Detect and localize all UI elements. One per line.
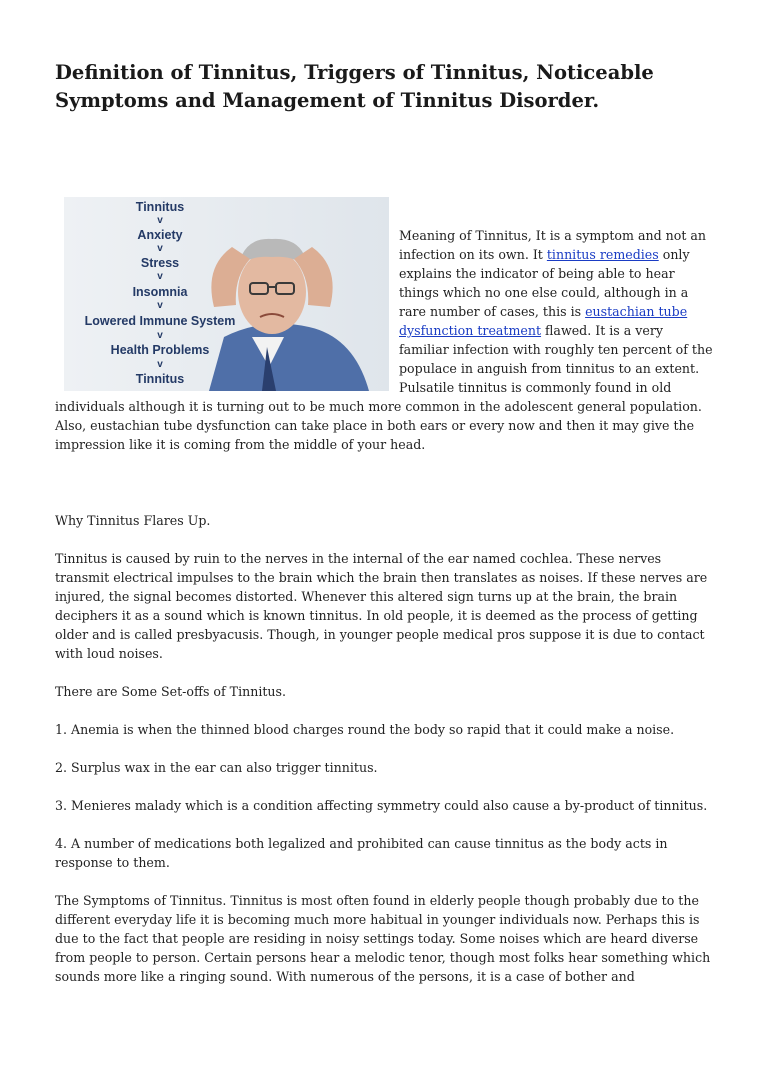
list-item-menieres: 3. Menieres malady which is a condition affecting symmetry could also cause a by-product of tinnitus. [55, 798, 708, 813]
list-item-anemia: 1. Anemia is when the thinned blood charges round the body so rapid that it could make a noise. [55, 722, 675, 737]
section-heading-flares: Why Tinnitus Flares Up. [55, 513, 211, 528]
chain-tinnitus-bottom: Tinnitus [135, 372, 185, 386]
intro-text-3: flawed. It is a very familiar infection with roughly ten percent of the populace in anguish from tinnitus to an extent. Pulsatile tinnitus is commonly found in old individuals although it is turning out to be much more common in the adolescent general population. Also, eustachian tube dysfunction can take place in both ears or every now and then it may give the impression like it is coming from the middle of your head. [55, 323, 713, 452]
chain-arrow: v [157, 243, 163, 254]
chain-arrow: v [157, 330, 163, 341]
tinnitus-remedies-link[interactable]: tinnitus remedies [546, 247, 659, 262]
chain-stress: Stress [140, 256, 180, 270]
chain-anxiety: Anxiety [137, 228, 183, 242]
chain-insomnia: Insomnia [132, 285, 188, 299]
chain-arrow: v [157, 271, 163, 282]
paragraph-symptoms: The Symptoms of Tinnitus. Tinnitus is most often found in elderly people though probably due to the different everyday life it is becoming much more habitual in younger individuals now. Perhaps this is due to the fact that people are residing in noisy settings today. Some noises which are heard diverse from people to person. Certain persons hear a melodic tenor, though most folks hear something which sounds more like a ringing sound. With numerous of the persons, it is a case of bother and [55, 893, 711, 984]
paragraph-causes: Tinnitus is caused by ruin to the nerves in the internal of the ear named cochlea. These nerves transmit electrical impulses to the brain which the brain then translates as noises. If these nerves are injured, the signal becomes distorted. Whenever this altered sign turns up at the brain, the brain deciphers it as a sound which is known tinnitus. In old people, it is deemed as the process of getting older and is called presbyacusis. Though, in younger people medical pros suppose it is due to contact with loud noises. [55, 551, 708, 661]
spacer [55, 473, 715, 511]
list-item-wax: 2. Surplus wax in the ear can also trigger tinnitus. [55, 760, 378, 775]
chain-health: Health Problems [110, 343, 210, 357]
tinnitus-illustration [64, 197, 389, 391]
chain-immune: Lowered Immune System [84, 314, 236, 328]
eustachian-tube-link[interactable]: eustachian tube dysfunction treatment [399, 304, 688, 338]
illustration-graphic [64, 197, 389, 391]
intro-text-1: Meaning of Tinnitus, It is a symptom and not an infection on its own. It [399, 228, 707, 262]
document-body [55, 200, 715, 1005]
chain-arrow: v [157, 300, 163, 311]
chain-arrow: v [157, 359, 163, 370]
document-title: Definition of Tinnitus, Triggers of Tinnitus, Noticeable Symptoms and Management of Tinnitus Disorder. [55, 61, 654, 112]
list-item-medications: 4. A number of medications both legalized and prohibited can cause tinnitus as the body acts in response to them. [55, 836, 668, 870]
section-heading-setoffs: There are Some Set-offs of Tinnitus. [55, 684, 286, 699]
chain-tinnitus-top: Tinnitus [135, 200, 185, 214]
chain-arrow: v [157, 215, 163, 226]
intro-text-2: only explains the indicator of being able to hear things which no one else could, although in a rare number of cases, this is [399, 247, 690, 319]
